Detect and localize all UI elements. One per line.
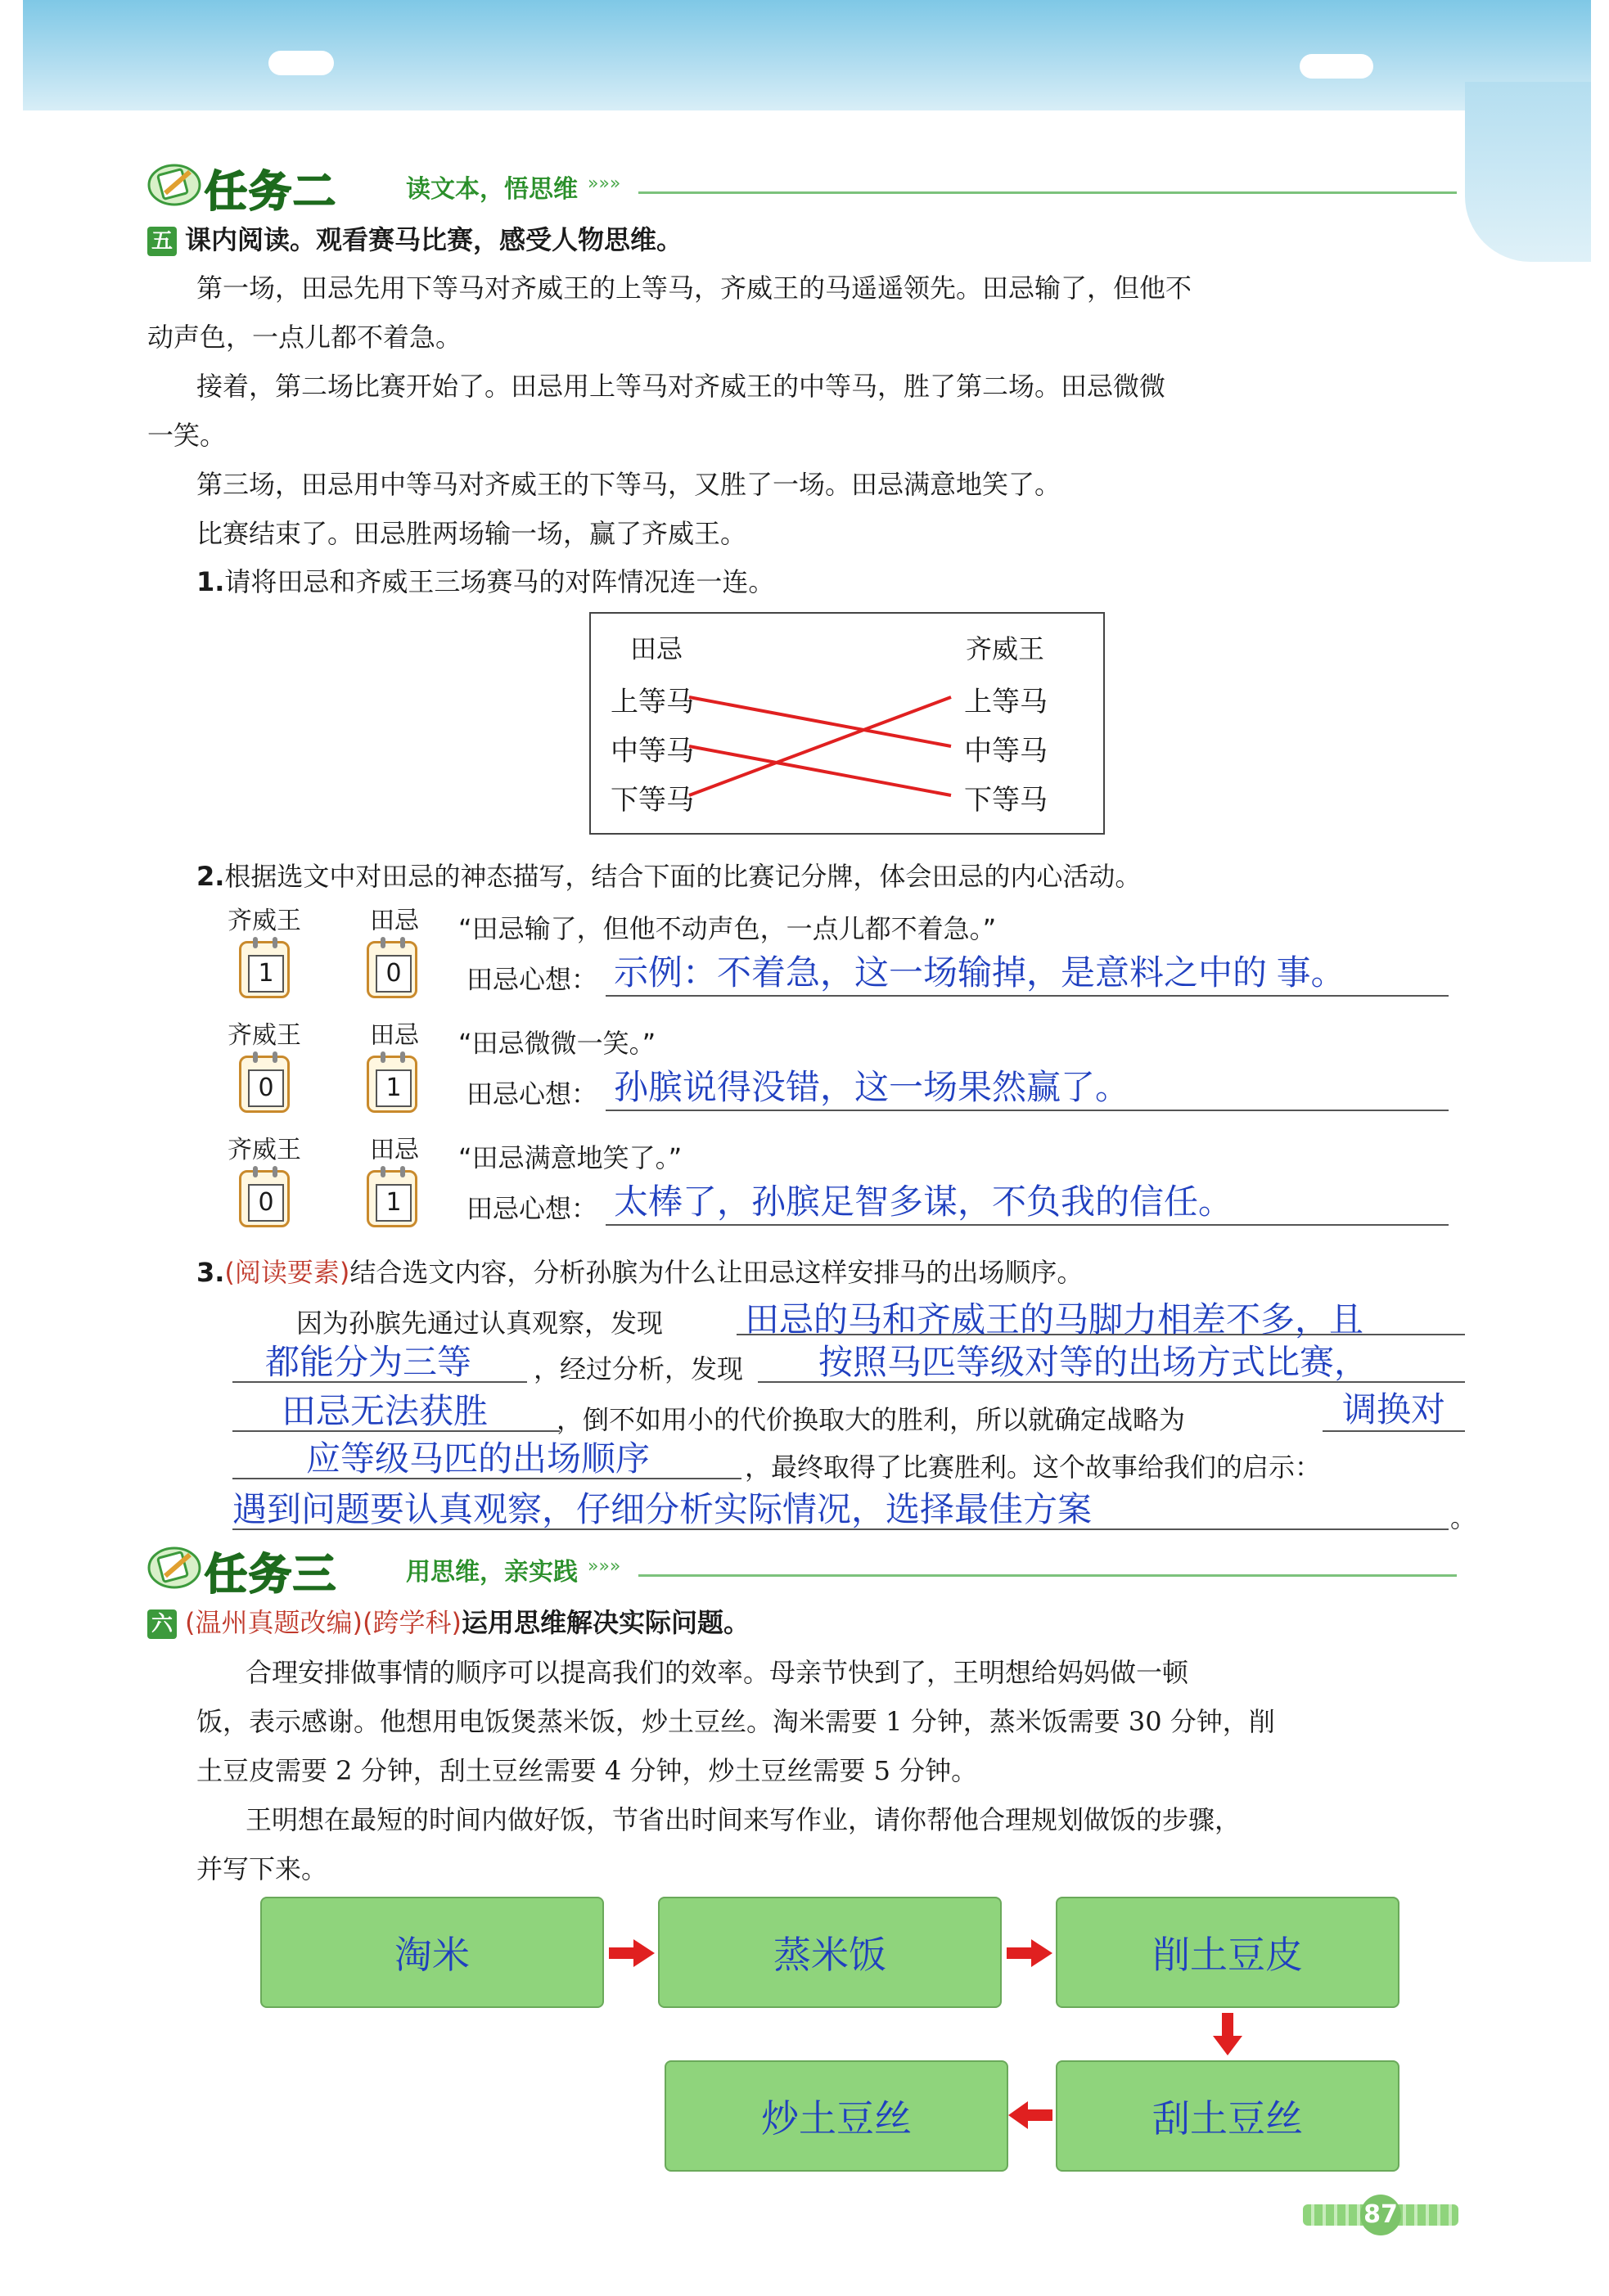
- flow-step[interactable]: [658, 1897, 1002, 2008]
- score-prompt: 田忌心想：: [466, 1193, 598, 1224]
- flow-step-label: 削土豆皮: [1152, 1934, 1303, 1976]
- flow-step-label: 刮土豆丝: [1152, 2097, 1303, 2140]
- q6-heading-text: 运用思维解决实际问题。: [461, 1607, 750, 1638]
- match-line: [689, 746, 951, 795]
- passage-line: 并写下来。: [196, 1853, 328, 1884]
- task3-divider: [638, 1574, 1457, 1577]
- score-label-king: 齐威王: [228, 907, 301, 935]
- passage-line: 比赛结束了。田忌胜两场输一场，赢了齐威王。: [196, 518, 747, 549]
- arrow-left-icon: [1008, 2101, 1052, 2129]
- q5-sub2: [196, 856, 1141, 894]
- score-answer[interactable]: 孙膑说得没错，这一场果然赢了。: [614, 1068, 1130, 1106]
- score-label-king: 齐威王: [228, 1021, 301, 1050]
- score-quote: “田忌满意地笑了。”: [458, 1142, 683, 1173]
- flow-step[interactable]: [665, 2060, 1008, 2172]
- q5-sub3: [196, 1252, 1083, 1290]
- score-answer[interactable]: 太棒了，孙膑足智多谋，不负我的信任。: [614, 1182, 1233, 1221]
- score-quote: “田忌微微一笑。”: [458, 1028, 656, 1059]
- cloud-decoration: [1300, 54, 1373, 79]
- score-row: [221, 900, 1449, 1015]
- flow-step[interactable]: [1056, 2060, 1399, 2172]
- match-right-item[interactable]: 上等马: [964, 686, 1048, 718]
- passage-line: 动声色，一点儿都不着急。: [147, 322, 462, 353]
- sub1-text: 请将田忌和齐威王三场赛马的对阵情况连一连。: [224, 566, 775, 597]
- fill-text: ，倒不如用小的代价换取大的胜利，所以就确定战略为: [557, 1404, 1186, 1435]
- fill-answer[interactable]: 应等级马匹的出场顺序: [306, 1439, 651, 1478]
- task3-subtitle: 用思维，亲实践: [406, 1558, 578, 1587]
- q6-passage: [196, 1648, 1473, 1893]
- scoreboard-king: 0: [239, 1170, 290, 1227]
- sub3-tag: (阅读要素): [224, 1257, 350, 1288]
- cloud-decoration: [268, 51, 334, 75]
- arrow-down-icon: [1213, 2013, 1242, 2055]
- scoreboard-king: 0: [239, 1056, 290, 1113]
- q5-heading: [147, 219, 683, 257]
- sub3-fill-block: [196, 1293, 1477, 1538]
- passage-line: 一笑。: [147, 420, 227, 451]
- score-row: [221, 1015, 1449, 1129]
- passage-line: 接着，第二场比赛开始了。田忌用上等马对齐威王的中等马，胜了第二场。田忌微微: [196, 371, 1166, 402]
- score-label-tianji: 田忌: [370, 1136, 419, 1164]
- match-left-item[interactable]: 下等马: [611, 784, 694, 817]
- fill-answer[interactable]: 调换对: [1342, 1390, 1446, 1429]
- scoreboard-king: 1: [239, 941, 290, 998]
- q6-badge: 六: [147, 1609, 177, 1639]
- fill-answer[interactable]: 田忌无法获胜: [282, 1392, 489, 1430]
- q5-badge: 五: [147, 227, 177, 256]
- match-right-item[interactable]: 下等马: [964, 784, 1048, 817]
- score-label-king: 齐威王: [228, 1136, 301, 1164]
- passage-line: 土豆皮需要 2 分钟，刮土豆丝需要 4 分钟，炒土豆丝需要 5 分钟。: [196, 1755, 978, 1786]
- match-left-item[interactable]: 上等马: [611, 686, 694, 718]
- passage-line: 第三场，田忌用中等马对齐威王的下等马，又胜了一场。田忌满意地笑了。: [196, 469, 1061, 500]
- fill-answer[interactable]: 田忌的马和齐威王的马脚力相差不多，且: [745, 1300, 1364, 1339]
- passage-line: 饭，表示感谢。他想用电饭煲蒸米饭，炒土豆丝。淘米需要 1 分钟，蒸米饭需要 30 分钟，削: [196, 1706, 1275, 1737]
- passage-line: 王明想在最短的时间内做好饭，节省出时间来写作业，请你帮他合理规划做饭的步骤，: [246, 1804, 1242, 1835]
- sub1-number: 1.: [196, 566, 225, 597]
- score-prompt: 田忌心想：: [466, 1078, 598, 1110]
- fill-text: 因为孙膑先通过认真观察，发现: [296, 1308, 664, 1339]
- match-left-item[interactable]: 中等马: [611, 735, 694, 768]
- fill-answer[interactable]: 都能分为三等: [265, 1343, 472, 1381]
- q6-heading: [147, 1602, 750, 1640]
- match-right-item[interactable]: 中等马: [964, 735, 1048, 768]
- passage-line: 第一场，田忌先用下等马对齐威王的上等马，齐威王的马遥遥领先。田忌输了，但他不: [196, 272, 1192, 304]
- score-answer[interactable]: 示例：不着急，这一场输掉，是意料之中的 事。: [614, 953, 1345, 992]
- fill-text: ，经过分析，发现: [534, 1353, 744, 1384]
- answer-line: [606, 995, 1449, 997]
- match-line: [689, 697, 951, 795]
- answer-line: [606, 1224, 1449, 1226]
- score-row: [221, 1129, 1449, 1244]
- q5-passage: [147, 263, 1465, 558]
- task2-arrows: »»»: [588, 173, 621, 194]
- scoreboard-tianji: 1: [367, 1056, 417, 1113]
- task3-header: [147, 1540, 1457, 1600]
- match-right-title: 齐威王: [966, 633, 1045, 664]
- fill-text: ，最终取得了比赛胜利。这个故事给我们的启示：: [745, 1452, 1322, 1483]
- notebook-pencil-icon: [147, 160, 201, 206]
- task2-title: 任务二: [205, 168, 338, 217]
- header-sky-band: [23, 0, 1591, 110]
- task2-subtitle: 读文本，悟思维: [406, 175, 578, 204]
- match-left-title: 田忌: [630, 633, 683, 664]
- sub2-text: 根据选文中对田忌的神态描写，结合下面的比赛记分牌，体会田忌的内心活动。: [224, 861, 1142, 892]
- flow-step-label: 淘米: [394, 1934, 470, 1976]
- match-lines: [591, 614, 1103, 833]
- header-sky-corner: [1465, 82, 1591, 262]
- score-quote: “田忌输了，但他不动声色，一点儿都不着急。”: [458, 913, 997, 944]
- sub3-number: 3.: [196, 1257, 225, 1288]
- task3-arrows: »»»: [588, 1556, 621, 1577]
- notebook-pencil-icon: [147, 1543, 201, 1589]
- q5-sub1: [196, 561, 774, 599]
- sub3-text: 结合选文内容，分析孙膑为什么让田忌这样安排马的出场顺序。: [349, 1257, 1084, 1288]
- scoreboard-tianji: 0: [367, 941, 417, 998]
- matching-box: [589, 612, 1105, 835]
- flow-step-label: 炒土豆丝: [761, 2097, 912, 2140]
- score-prompt: 田忌心想：: [466, 964, 598, 995]
- answer-line: [606, 1110, 1449, 1111]
- flow-step[interactable]: [260, 1897, 604, 2008]
- task2-header: [147, 157, 1457, 217]
- arrow-right-icon: [1007, 1939, 1052, 1967]
- q5-heading-text: 课内阅读。观看赛马比赛，感受人物思维。: [185, 224, 683, 255]
- flow-step-label: 蒸米饭: [773, 1934, 886, 1976]
- task3-title: 任务三: [205, 1551, 338, 1600]
- fill-answer[interactable]: 遇到问题要认真观察，仔细分析实际情况，选择最佳方案: [232, 1490, 1093, 1528]
- scoreboard-tianji: 1: [367, 1170, 417, 1227]
- score-label-tianji: 田忌: [370, 1021, 419, 1050]
- page-number: 87: [1360, 2195, 1401, 2235]
- arrow-right-icon: [609, 1939, 655, 1967]
- task2-divider: [638, 191, 1457, 194]
- match-line: [689, 697, 951, 746]
- q6-tags: (温州真题改编)(跨学科): [185, 1607, 462, 1638]
- sub2-number: 2.: [196, 861, 225, 892]
- passage-line: 合理安排做事情的顺序可以提高我们的效率。母亲节快到了，王明想给妈妈做一顿: [246, 1657, 1189, 1688]
- page-number-tag: [1303, 2193, 1458, 2235]
- fill-answer[interactable]: 按照马匹等级对等的出场方式比赛，: [818, 1343, 1369, 1381]
- score-label-tianji: 田忌: [370, 907, 419, 935]
- fill-text: 。: [1450, 1502, 1477, 1533]
- flow-step[interactable]: [1056, 1897, 1399, 2008]
